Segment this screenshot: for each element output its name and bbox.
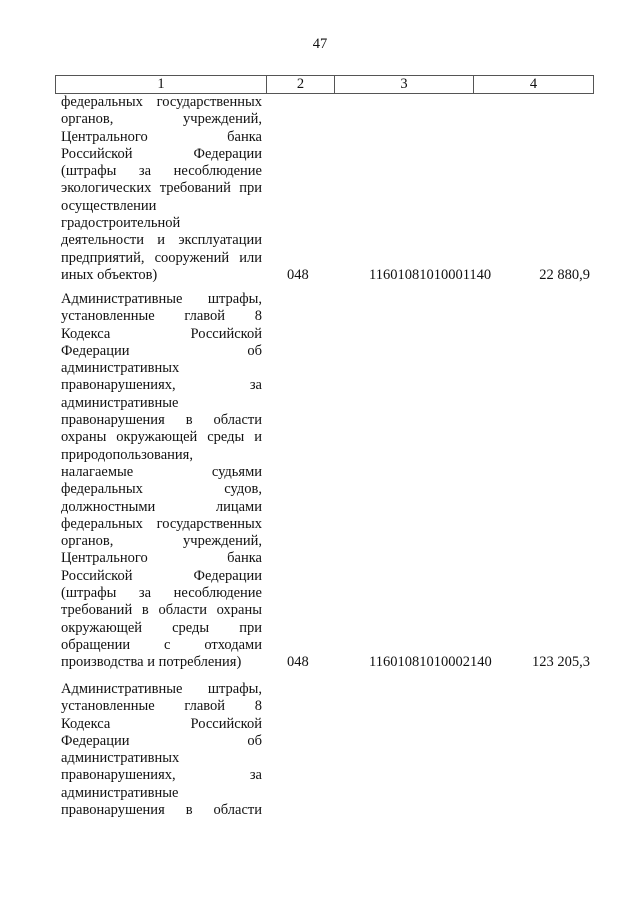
- header-col-2: 2: [267, 76, 335, 93]
- description-line: иных объектов): [61, 266, 158, 283]
- header-col-3: 3: [335, 76, 474, 93]
- description-cell: [61, 681, 262, 819]
- table-row: [61, 681, 262, 819]
- description-line: (штрафы за несоблюдение: [61, 585, 262, 602]
- description-line: органов, учреждений,: [61, 533, 262, 550]
- description-line: установленные главой 8: [61, 698, 262, 715]
- description-line: федеральных судов,: [61, 481, 262, 498]
- description-line: Центрального банка: [61, 128, 262, 145]
- description-line: Кодекса Российской: [61, 325, 262, 342]
- description-line: должностными лицами: [61, 498, 262, 515]
- description-line: (штрафы за несоблюдение: [61, 163, 262, 180]
- table-header: [55, 75, 594, 94]
- description-line: налагаемые судьями: [61, 463, 262, 480]
- kbk-code-cell: 11601081010001140: [369, 267, 492, 283]
- description-line: деятельности и эксплуатации: [61, 232, 262, 249]
- description-line: природопользования,: [61, 446, 193, 463]
- description-cell: [61, 291, 262, 672]
- description-line: административные: [61, 394, 179, 411]
- description-line: осуществлении: [61, 197, 157, 214]
- page-number: 47: [312, 36, 328, 52]
- description-line: производства и потребления): [61, 654, 242, 671]
- description-line: Административные штрафы,: [61, 291, 262, 307]
- description-line: окружающей среды при: [61, 619, 262, 636]
- description-line: требований в области охраны: [61, 602, 262, 619]
- description-line: административные: [61, 784, 179, 801]
- description-line: предприятий, сооружений или: [61, 249, 262, 266]
- description-line: охраны окружающей среды и: [61, 429, 262, 446]
- header-col-1: 1: [56, 76, 267, 93]
- description-line: обращении с отходами: [61, 636, 262, 653]
- description-line: Российской Федерации: [61, 567, 262, 584]
- description-line: органов, учреждений,: [61, 111, 262, 128]
- description-line: правонарушениях, за: [61, 767, 262, 784]
- description-line: установленные главой 8: [61, 308, 262, 325]
- description-cell: [61, 94, 262, 284]
- description-line: федеральных государственных: [61, 94, 262, 110]
- description-line: федеральных государственных: [61, 515, 262, 532]
- kbk-code-cell: 11601081010002140: [369, 654, 492, 671]
- description-line: Федерации об: [61, 342, 262, 359]
- admin-code-cell: 048: [287, 267, 309, 283]
- description-line: административных: [61, 750, 180, 767]
- description-line: административных: [61, 360, 180, 377]
- description-line: Федерации об: [61, 732, 262, 749]
- description-line: Центрального банка: [61, 550, 262, 567]
- description-line: Кодекса Российской: [61, 715, 262, 732]
- description-line: экологических требований при: [61, 180, 262, 197]
- description-line: градостроительной: [61, 215, 181, 232]
- header-col-4: 4: [529, 76, 538, 92]
- description-line: Российской Федерации: [61, 145, 262, 162]
- description-line: правонарушения в области: [61, 802, 262, 819]
- admin-code-cell: 048: [287, 654, 309, 671]
- description-line: правонарушениях, за: [61, 377, 262, 394]
- table-row: [61, 291, 590, 672]
- table-row: [61, 94, 590, 284]
- amount-cell: 22 880,9: [539, 267, 590, 283]
- description-line: Административные штрафы,: [61, 681, 262, 697]
- description-line: правонарушения в области: [61, 412, 262, 429]
- amount-cell: 123 205,3: [532, 654, 590, 671]
